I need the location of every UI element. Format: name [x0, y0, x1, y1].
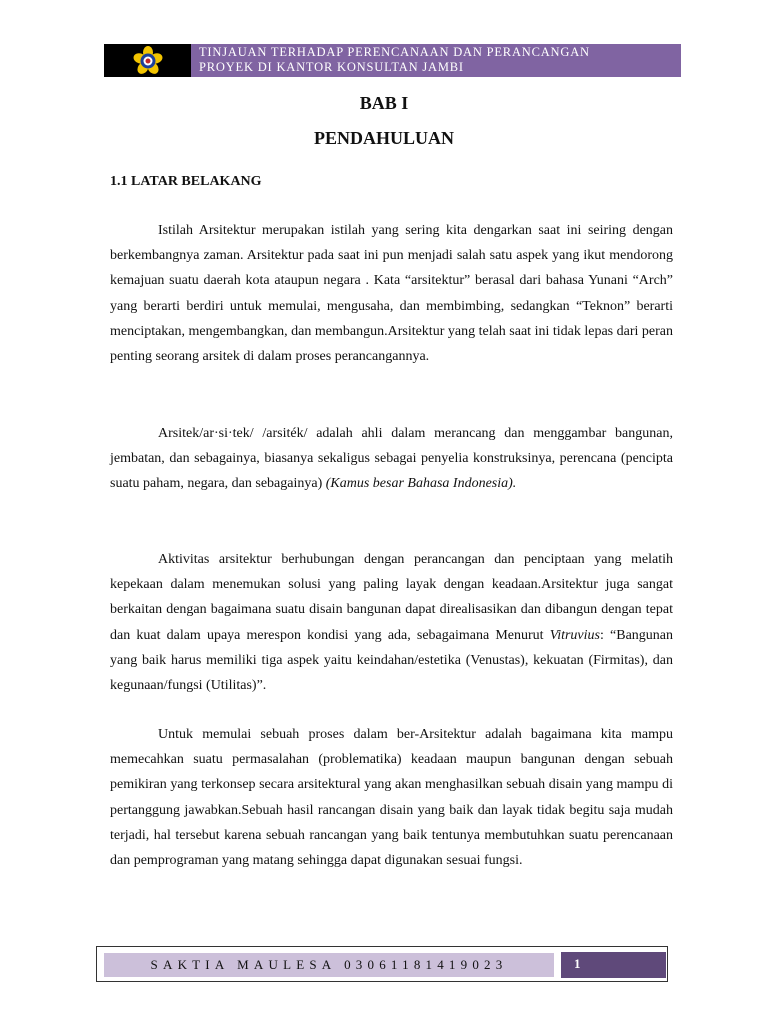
paragraph-4	[110, 722, 673, 873]
document-title-banner	[191, 44, 681, 77]
paragraph-2	[110, 421, 673, 497]
paragraph-1-text: Istilah Arsitektur merupakan istilah yang sering kita dengarkan saat ini seiring dengan berkembangnya zaman. Arsitektur pada saat ini pun menjadi salah satu aspek yang ikut mendorong kemajuan suatu daerah kota ataupun negara . Kata “arsitektur” berasal dari bahasa Yunani “Arch” yang berarti berdiri untuk memulai, mengusaha, dan membimbing, sedangkan “Teknon” berarti menciptakan, mengembangkan, dan membangun.Arsitektur yang telah saat ini tidak lepas dari peran penting seorang arsitek di dalam proses perancangannya.	[110, 223, 673, 365]
paragraph-3-quote: : “Bangunan yang baik harus memiliki tiga aspek yaitu keindahan/estetika (Venustas), kekuatan (Firmitas), dan kegunaan/fungsi (Utilitas)”.	[110, 627, 673, 694]
paragraph-1	[110, 218, 673, 369]
paragraph-4-text: Untuk memulai sebuah proses dalam ber-Arsitektur adalah bagaimana kita mampu memecahkan suatu permasalahan (problematika) keadaan maupun bangunan dengan sebuah pemikiran yang terkonsep secara arsitektural yang akan menghasilkan sebuah disain yang mampu di pertanggung jawabkan.Sebuah hasil rancangan disain yang baik dan layak tidak begitu saja mudah terjadi, hal tersebut karena sebuah rancangan yang baik tentunya membutuhkan suatu perencanaan dan pemprograman yang matang sehingga dapat digunakan sesuai fungsi.	[110, 727, 673, 869]
section-heading: 1.1 LATAR BELAKANG	[110, 174, 262, 189]
paragraph-3	[110, 547, 673, 698]
header-title-line1: TINJAUAN TERHADAP PERENCANAAN DAN PERANCANGAN	[199, 45, 590, 59]
page-number: 1	[561, 952, 666, 978]
paragraph-2-citation: (Kamus besar Bahasa Indonesia).	[325, 476, 517, 492]
logo-box	[104, 44, 191, 77]
chapter-number: BAB I	[359, 93, 409, 113]
header-title-line2: PROYEK DI KANTOR KONSULTAN JAMBI	[199, 60, 464, 74]
chapter-title: PENDAHULUAN	[313, 128, 454, 148]
paragraph-2-text: Arsitek/ar·si·tek/ /arsiték/ adalah ahli dalam merancang dan menggambar bangunan, jembatan, dan sebagainya, biasanya sekaligus sebagai penyelia konstruksinya, perencana (pencipta suatu paham, negara, dan sebagainya)	[110, 426, 673, 492]
paragraph-3-author: Vitruvius	[549, 627, 600, 643]
page-header	[104, 44, 681, 77]
paragraph-3-text: Aktivitas arsitektur berhubungan dengan perancangan dan penciptaan yang melatih kepekaan dalam menemukan solusi yang paling layak dengan keadaan.Arsitektur juga sangat berkaitan dengan bagaimana suatu disain bangunan dapat direalisasikan dan dibangun dengan tepat dan kuat dalam upaya merespon kondisi yang ada, sebagaimana Menurut	[110, 552, 673, 643]
university-emblem-icon	[130, 46, 166, 76]
footer-author: SAKTIA MAULESA 03061181419023	[104, 953, 554, 977]
